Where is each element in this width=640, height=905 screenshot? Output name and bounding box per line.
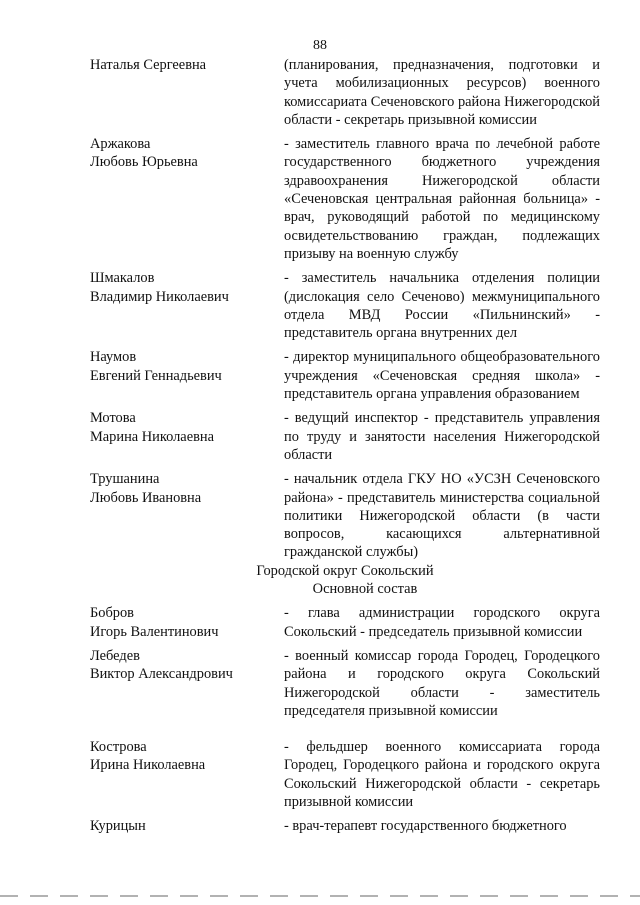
member-entry xyxy=(90,647,600,720)
member-given-names: Игорь Валентинович xyxy=(90,623,219,640)
member-name xyxy=(90,269,284,342)
member-name xyxy=(90,738,284,811)
member-given-names: Любовь Ивановна xyxy=(90,489,202,506)
member-role: - фельдшер военного комиссариата города Городец, Городецкого района и городского округа Сокольский Нижегородской области - секретарь призывной комиссии xyxy=(284,739,600,810)
member-entry xyxy=(90,56,600,129)
member-entry xyxy=(90,738,600,811)
page-number: 88 xyxy=(313,38,327,53)
member-surname: Бобров xyxy=(90,605,134,622)
member-surname: Наумов xyxy=(90,349,137,366)
section-title: Городской округ Сокольский xyxy=(256,562,434,579)
member-given-names: Любовь Юрьевна xyxy=(90,154,198,171)
member-role: (планирования, предназначения, подготовки и учета мобилизационных ресурсов) военного комиссариата Сеченовского района Нижегородской области - секретарь призывной комиссии xyxy=(284,57,600,128)
member-name xyxy=(90,409,284,464)
member-entry xyxy=(90,135,600,263)
member-entry xyxy=(90,470,600,561)
scan-edge-line xyxy=(0,895,640,897)
member-name xyxy=(90,604,284,641)
member-role: - начальник отдела ГКУ НО «УСЗН Сеченовского района» - представитель министерства социальной политики Нижегородской области (в части вопросов, касающихся альтернативной гражданской службы) xyxy=(284,471,600,561)
member-role: - врач-терапевт государственного бюджетного xyxy=(284,818,567,835)
member-entry xyxy=(90,269,600,342)
subsection-title: Основной состав xyxy=(312,581,418,598)
commission-members-list xyxy=(90,56,600,836)
member-given-names: Марина Николаевна xyxy=(90,428,214,445)
member-entry xyxy=(90,348,600,403)
member-surname: Аржакова xyxy=(90,136,151,153)
member-role: - глава администрации городского округа Сокольский - председатель призывной комиссии xyxy=(284,605,600,640)
member-entry xyxy=(90,604,600,641)
member-name xyxy=(90,470,284,561)
member-name xyxy=(90,348,284,403)
member-role: - заместитель главного врача по лечебной работе государственного бюджетного учреждения здравоохранения Нижегородской области «Сеченовская центральная районная больница» - врач, руководящий работой по медицинскому освидетельствованию граждан, подлежащих призыву на военную службу xyxy=(284,136,600,262)
member-surname: Трушанина xyxy=(90,471,160,488)
member-name xyxy=(90,817,284,835)
member-surname: Кострова xyxy=(90,739,147,756)
member-name xyxy=(90,647,284,720)
member-surname: Курицын xyxy=(90,818,146,835)
member-surname: Лебедев xyxy=(90,647,140,664)
member-name xyxy=(90,135,284,263)
member-role: - заместитель начальника отделения полиции (дислокация село Сеченово) межмуниципального отдела МВД России «Пильнинский» - представитель органа внутренних дел xyxy=(284,270,600,342)
member-role: - ведущий инспектор - представитель управления по труду и занятости населения Нижегородской области xyxy=(284,410,600,463)
member-surname: Шмакалов xyxy=(90,270,155,287)
member-surname: Мотова xyxy=(90,410,136,427)
member-entry xyxy=(90,409,600,464)
member-role: - директор муниципального общеобразовательного учреждения «Сеченовская средняя школа» - представитель органа управления образованием xyxy=(284,349,600,403)
member-entry xyxy=(90,817,600,835)
member-role: - военный комиссар города Городец, Городецкого района и городского округа Сокольский Нижегородской области - заместитель председателя призывной комиссии xyxy=(284,647,600,719)
member-given-names: Ирина Николаевна xyxy=(90,757,206,774)
member-given-names: Виктор Александрович xyxy=(90,666,233,683)
member-given-names: Евгений Геннадьевич xyxy=(90,367,222,384)
member-given-names: Владимир Николаевич xyxy=(90,288,229,305)
member-name xyxy=(90,56,284,129)
member-name-line: Наталья Сергеевна xyxy=(90,57,207,73)
